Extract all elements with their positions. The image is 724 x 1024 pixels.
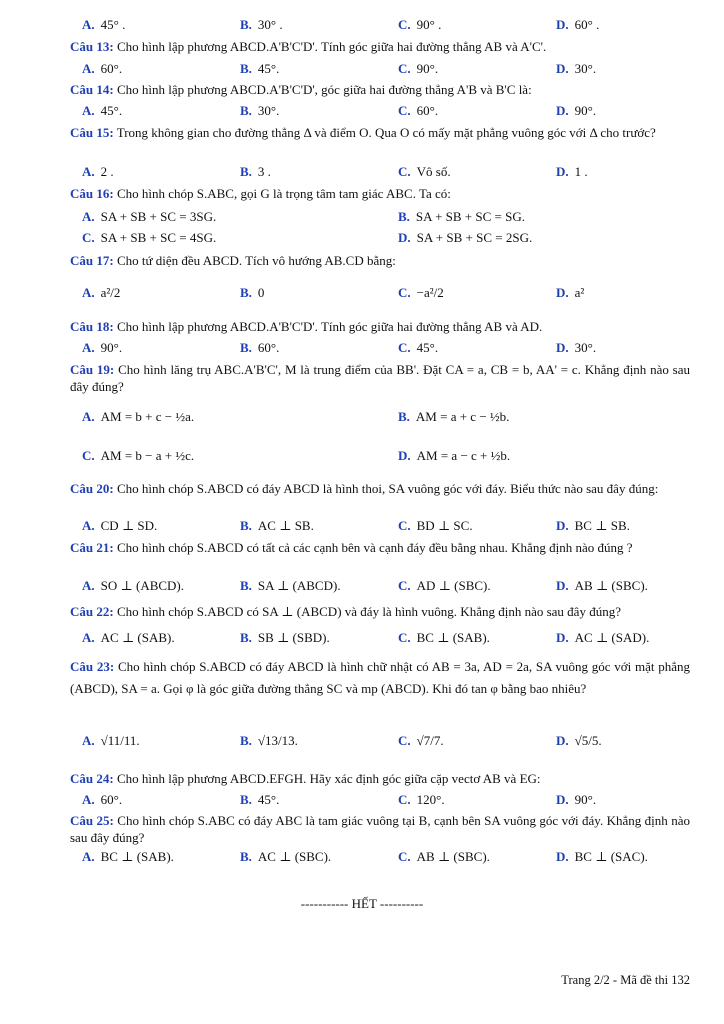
q20-option-b: B. AC ⊥ SB. (240, 518, 314, 533)
q19-option-a: A. AM = b + c − ½a. (82, 409, 195, 424)
q17-option-b: B. 0 (240, 285, 265, 300)
q21-option-c: C. AD ⊥ (SBC). (398, 578, 491, 593)
q23-stem: Câu 23: Cho hình chóp S.ABCD có đáy ABCD là hình chữ nhật có AB = 3a, AD = 2a, SA vuông góc với mặt phẳng (ABCD), SA = a. Gọi φ là góc giữa đường thẳng SC và mp (ABCD). Khi đó tan φ bằng bao nhiêu? (70, 659, 691, 696)
q22-option-b: B. SB ⊥ (SBD). (240, 630, 330, 645)
q17-option-a: A. a²/2 (82, 285, 121, 300)
q24-option-b: B. 45°. (240, 792, 280, 807)
q12-option-b: B. 30° . (240, 17, 283, 32)
q19-option-b: B. AM = a + c − ½b. (398, 409, 510, 424)
q12-option-a: A. 45° . (82, 17, 126, 32)
q20-option-d: D. BC ⊥ SB. (556, 518, 630, 533)
q19-stem: Câu 19: Cho hình lăng trụ ABC.A'B'C', M là trung điểm của BB'. Đặt CA = a, CB = b, AA' = c. Khẳng định nào sau đây đúng? (70, 362, 691, 394)
q24-stem: Câu 24: Cho hình lập phương ABCD.EFGH. Hãy xác định góc giữa cặp vectơ AB và EG: (70, 771, 541, 786)
q18-option-d: D. 30°. (556, 340, 597, 355)
q22-option-a: A. AC ⊥ (SAB). (82, 630, 175, 645)
q22-stem: Câu 22: Cho hình chóp S.ABCD có SA ⊥ (ABCD) và đáy là hình vuông. Khẳng định nào sau đây đúng? (70, 604, 621, 619)
q21-stem: Câu 21: Cho hình chóp S.ABCD có tất cả các cạnh bên và cạnh đáy đều bằng nhau. Khẳng định nào đúng ? (70, 540, 633, 555)
q13-option-a: A. 60°. (82, 61, 123, 76)
q25-option-b: B. AC ⊥ (SBC). (240, 849, 332, 864)
q16-option-b: B. SA + SB + SC = SG. (398, 209, 525, 224)
q17-option-c: C. −a²/2 (398, 285, 444, 300)
q14-option-b: B. 30°. (240, 103, 280, 118)
q19-option-d: D. AM = a − c + ½b. (398, 448, 511, 463)
q12-option-d: D. 60° . (556, 17, 600, 32)
q24-option-d: D. 90°. (556, 792, 597, 807)
q16-option-c: C. SA + SB + SC = 4SG. (82, 230, 217, 245)
q18-option-b: B. 60°. (240, 340, 280, 355)
q17-stem: Câu 17: Cho tứ diện đều ABCD. Tích vô hướng AB.CD bằng: (70, 253, 396, 268)
q20-option-a: A. CD ⊥ SD. (82, 518, 158, 533)
q15-option-b: B. 3 . (240, 164, 271, 179)
q21-option-b: B. SA ⊥ (ABCD). (240, 578, 341, 593)
q25-option-d: D. BC ⊥ (SAC). (556, 849, 648, 864)
q23-option-b: B. √13/13. (240, 733, 298, 748)
q12-option-c: C. 90° . (398, 17, 442, 32)
q14-option-a: A. 45°. (82, 103, 123, 118)
q24-option-c: C. 120°. (398, 792, 445, 807)
q16-option-d: D. SA + SB + SC = 2SG. (398, 230, 533, 245)
q15-option-a: A. 2 . (82, 164, 114, 179)
q25-option-c: C. AB ⊥ (SBC). (398, 849, 490, 864)
q16-stem: Câu 16: Cho hình chóp S.ABC, gọi G là trọng tâm tam giác ABC. Ta có: (70, 186, 451, 201)
q23-option-a: A. √11/11. (82, 733, 140, 748)
page-number: Trang 2/2 - Mã đề thi 132 (561, 973, 690, 987)
q18-option-a: A. 90°. (82, 340, 123, 355)
q25-stem: Câu 25: Cho hình chóp S.ABC có đáy ABC là tam giác vuông tại B, cạnh bên SA vuông góc với đáy. Khẳng định nào sau đây đúng? (70, 813, 690, 845)
q22-option-d: D. AC ⊥ (SAD). (556, 630, 650, 645)
q20-option-c: C. BD ⊥ SC. (398, 518, 473, 533)
q24-option-a: A. 60°. (82, 792, 123, 807)
q18-stem: Câu 18: Cho hình lập phương ABCD.A'B'C'D'. Tính góc giữa hai đường thẳng AB và AD. (70, 319, 543, 334)
q18-option-c: C. 45°. (398, 340, 439, 355)
q23-option-d: D. √5/5. (556, 733, 602, 748)
q13-option-b: B. 45°. (240, 61, 280, 76)
q16-option-a: A. SA + SB + SC = 3SG. (82, 209, 217, 224)
q20-stem: Câu 20: Cho hình chóp S.ABCD có đáy ABCD là hình thoi, SA vuông góc với đáy. Biểu thức nào sau đây đúng: (70, 481, 659, 496)
end-marker: ----------- HẾT ---------- (300, 896, 424, 911)
q22-option-c: C. BC ⊥ (SAB). (398, 630, 490, 645)
q23-option-c: C. √7/7. (398, 733, 444, 748)
q15-option-d: D. 1 . (556, 164, 588, 179)
q15-option-c: C. Vô số. (398, 164, 451, 179)
q13-stem: Câu 13: Cho hình lập phương ABCD.A'B'C'D'. Tính góc giữa hai đường thẳng AB và A'C'. (70, 39, 547, 54)
q15-stem: Câu 15: Trong không gian cho đường thẳng Δ và điểm O. Qua O có mấy mặt phẳng vuông góc với Δ cho trước? (70, 125, 656, 140)
q14-stem: Câu 14: Cho hình lập phương ABCD.A'B'C'D', góc giữa hai đường thẳng A'B và B'C là: (70, 82, 532, 97)
q13-option-c: C. 90°. (398, 61, 439, 76)
q21-option-d: D. AB ⊥ (SBC). (556, 578, 648, 593)
q25-option-a: A. BC ⊥ (SAB). (82, 849, 174, 864)
q17-option-d: D. a² (556, 285, 585, 300)
q14-option-d: D. 90°. (556, 103, 597, 118)
q19-option-c: C. AM = b − a + ½c. (82, 448, 195, 463)
q14-option-c: C. 60°. (398, 103, 439, 118)
q13-option-d: D. 30°. (556, 61, 597, 76)
q21-option-a: A. SO ⊥ (ABCD). (82, 578, 185, 593)
